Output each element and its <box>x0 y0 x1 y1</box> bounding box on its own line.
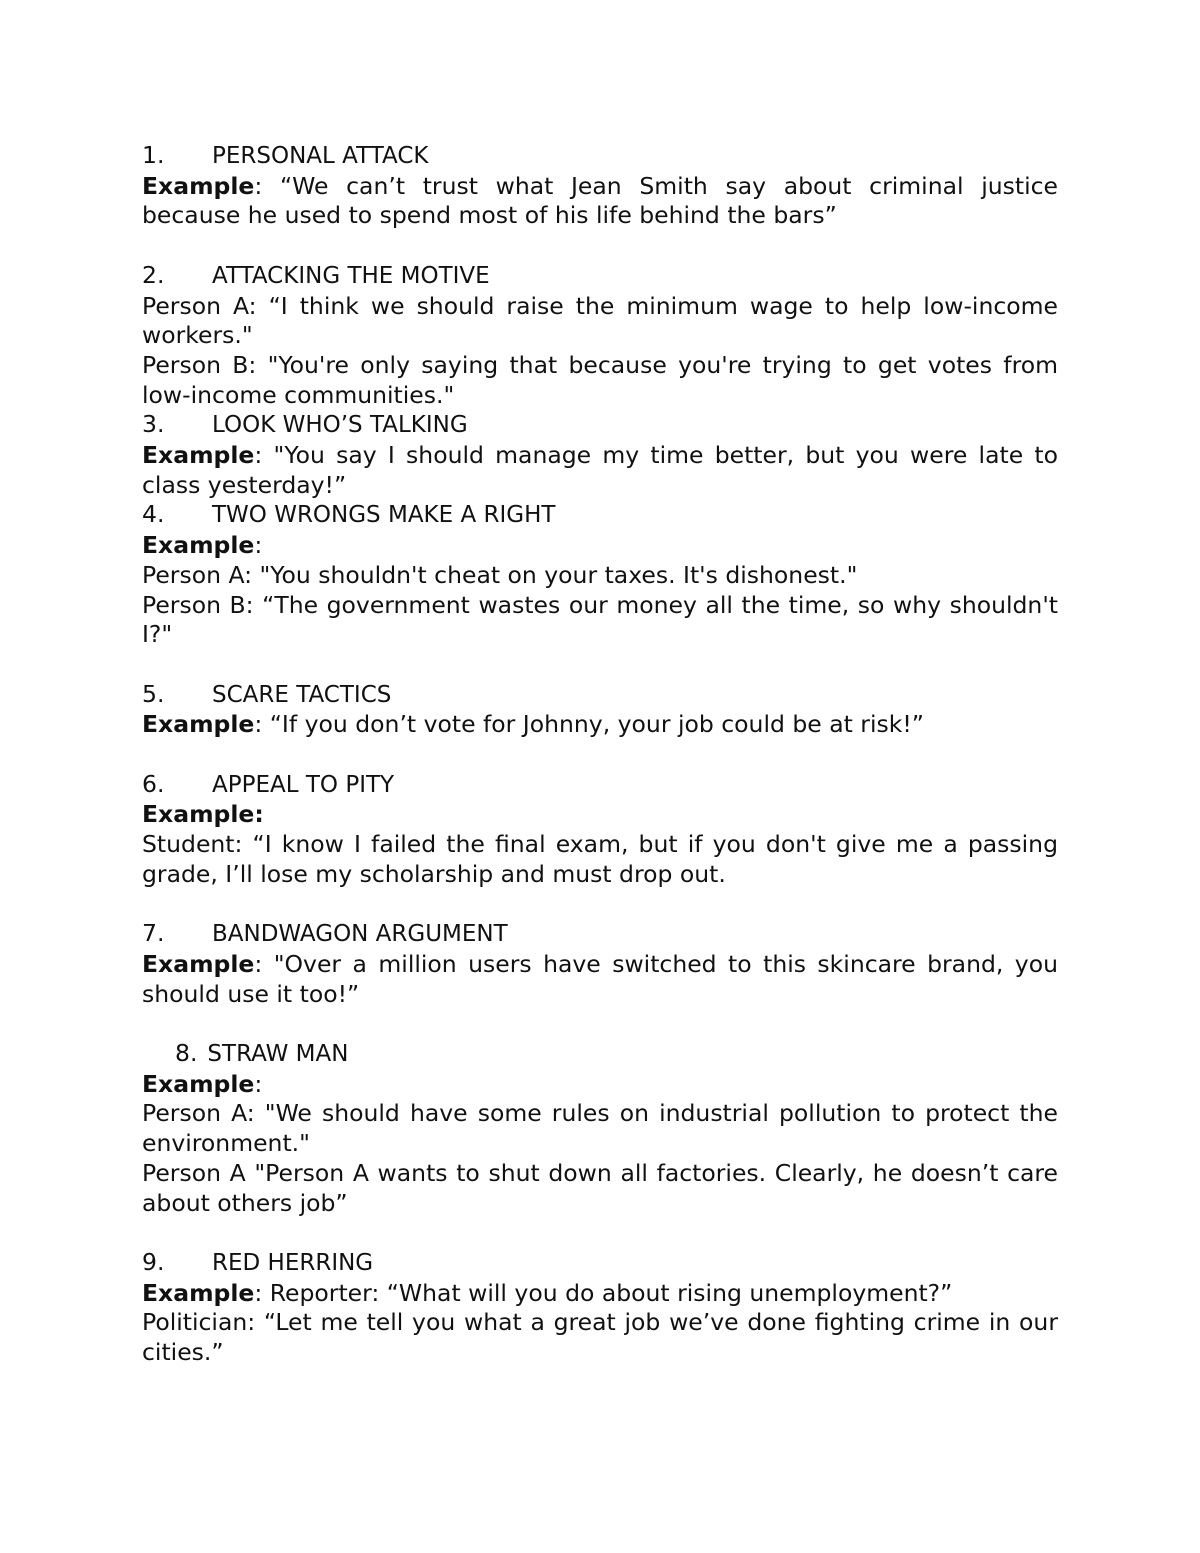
item-title: PERSONAL ATTACK <box>212 143 429 169</box>
dialogue-line: Person A: "You shouldn't cheat on your taxes. It's dishonest." <box>142 560 858 589</box>
item-number: 6. <box>142 769 165 798</box>
example-text: : <box>254 1069 263 1098</box>
example-text: : “We can’t trust what Jean Smith say about criminal justice because he used to spend most of his life behind the bars” <box>142 171 1058 230</box>
item-number: 4. <box>142 500 165 529</box>
item-title: APPEAL TO PITY <box>212 771 395 798</box>
fallacy-item-9 <box>142 1248 1058 1368</box>
dialogue-line: Person A: “I think we should raise the minimum wage to help low-income workers." <box>142 291 1058 350</box>
item-title: ATTACKING THE MOTIVE <box>212 262 490 289</box>
item-heading <box>142 261 1058 292</box>
item-number: 3. <box>142 410 165 439</box>
example-paragraph <box>142 531 1058 561</box>
example-paragraph <box>142 441 1058 500</box>
item-title: BANDWAGON ARGUMENT <box>212 921 508 948</box>
example-paragraph <box>142 710 1058 740</box>
spacer <box>142 890 1058 920</box>
example-label: Example <box>142 531 255 560</box>
item-number: 5. <box>142 679 165 708</box>
fallacy-item-7 <box>142 919 1058 1009</box>
fallacy-item-3 <box>142 410 1058 500</box>
fallacy-item-6 <box>142 770 1058 890</box>
document-page <box>142 141 1058 1368</box>
dialogue-line: Person B: “The government wastes our money all the time, so why shouldn't I?" <box>142 590 1058 649</box>
item-heading <box>142 1039 1058 1070</box>
item-number: 8. <box>175 1039 198 1068</box>
example-text: : Reporter: “What will you do about rising unemployment?” <box>254 1278 953 1307</box>
example-paragraph <box>142 1279 1058 1309</box>
item-number: 7. <box>142 919 165 948</box>
spacer <box>142 740 1058 770</box>
fallacy-item-5 <box>142 680 1058 740</box>
dialogue-line: Person B: "You're only saying that because you're trying to get votes from low-income communities." <box>142 350 1058 409</box>
item-heading <box>142 141 1058 172</box>
spacer <box>142 1009 1058 1039</box>
spacer <box>142 231 1058 261</box>
spacer <box>142 650 1058 680</box>
example-text: : <box>254 531 263 560</box>
example-label: Example <box>142 949 255 978</box>
example-paragraph <box>142 1070 1058 1100</box>
item-number: 2. <box>142 260 165 289</box>
spacer <box>142 1218 1058 1248</box>
item-title: STRAW MAN <box>207 1041 349 1068</box>
item-heading <box>142 1248 1058 1279</box>
item-heading <box>142 919 1058 950</box>
dialogue-line: Student: “I know I failed the final exam, but if you don't give me a passing grade, I’ll lose my scholarship and must drop out. <box>142 830 1058 888</box>
fallacy-item-2 <box>142 261 1058 411</box>
fallacy-item-1 <box>142 141 1058 231</box>
example-label: Example <box>142 1278 255 1307</box>
dialogue-line: Person A "Person A wants to shut down all factories. Clearly, he doesn’t care about others job” <box>142 1158 1058 1217</box>
example-label: Example <box>142 441 255 470</box>
example-label: Example <box>142 171 255 200</box>
item-number: 1. <box>142 141 165 169</box>
example-label: Example: <box>142 800 264 829</box>
fallacy-item-8 <box>142 1039 1058 1218</box>
example-text: : "You say I should manage my time better, but you were late to class yesterday!” <box>142 441 1058 499</box>
item-title: LOOK WHO’S TALKING <box>212 412 468 439</box>
item-title: TWO WRONGS MAKE A RIGHT <box>212 502 556 529</box>
dialogue-line: Person A: "We should have some rules on industrial pollution to protect the environment." <box>142 1099 1058 1158</box>
example-paragraph <box>142 800 1058 830</box>
example-paragraph <box>142 172 1058 231</box>
example-label: Example <box>142 710 255 739</box>
item-heading <box>142 500 1058 531</box>
example-text: : "Over a million users have switched to this skincare brand, you should use it too!” <box>142 949 1058 1008</box>
example-label: Example <box>142 1069 255 1098</box>
item-heading <box>142 770 1058 801</box>
example-text: : “If you don’t vote for Johnny, your job could be at risk!” <box>254 710 924 739</box>
item-title: RED HERRING <box>212 1249 374 1276</box>
item-title: SCARE TACTICS <box>212 681 392 708</box>
fallacy-item-4 <box>142 500 1058 650</box>
example-paragraph <box>142 950 1058 1009</box>
item-number: 9. <box>142 1247 165 1276</box>
item-heading <box>142 680 1058 711</box>
item-heading <box>142 410 1058 441</box>
dialogue-line: Politician: “Let me tell you what a great job we’ve done fighting crime in our cities.” <box>142 1308 1058 1367</box>
